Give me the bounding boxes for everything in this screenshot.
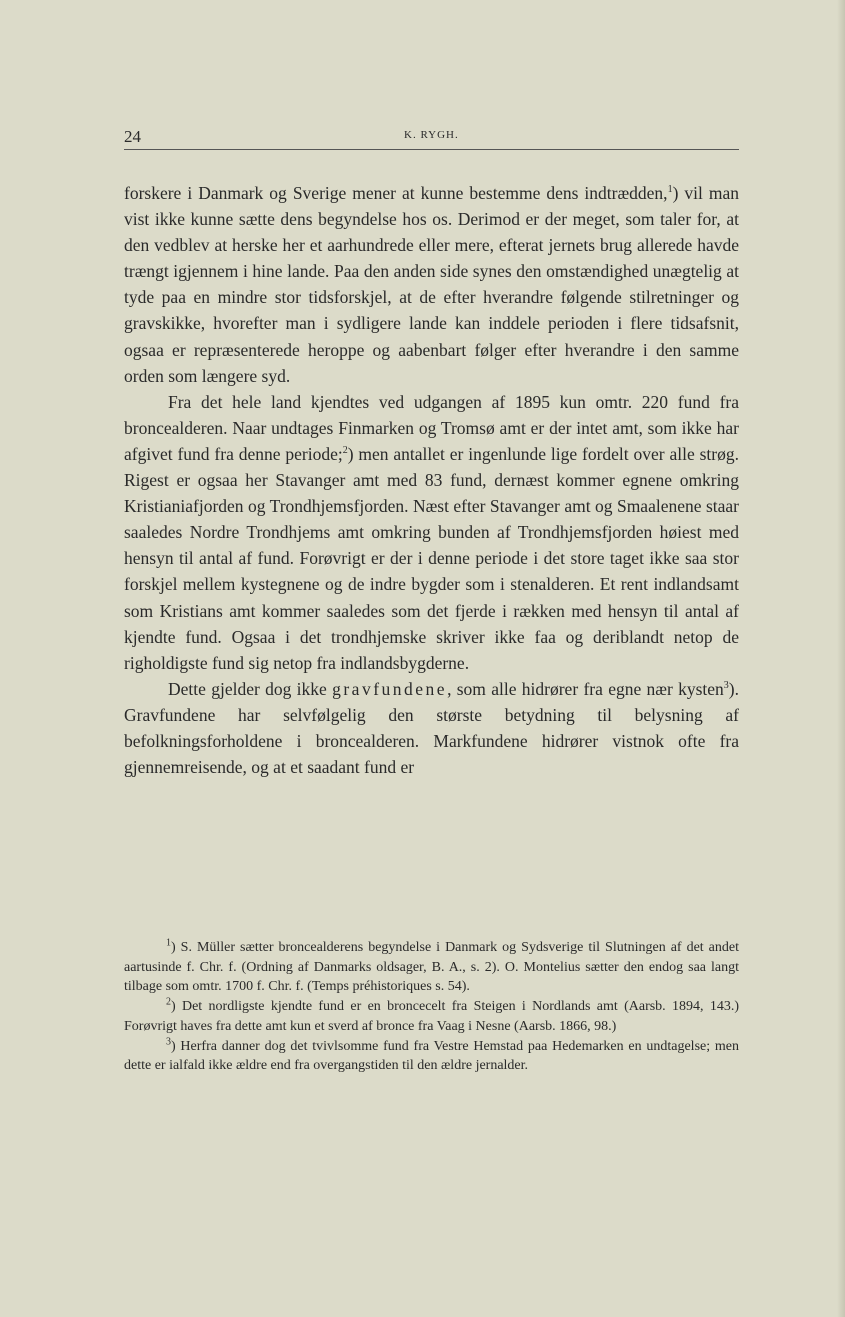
paragraph-2-text-b: ) men antallet er ingenlunde lige fordelt over alle strøg. Rigest er ogsaa her Stavanger amt med 83 fund, dernæst kommer egnene omkring Kristianiafjorden og Trondhjemsfjorden. Næst efter Stavanger amt og Smaalenene staar saaledes Nordre Trondhjems amt omkring bunden af Trondhjemsfjorden høiest med hensyn til antal af fund. Forøvrigt er der i denne periode i det store taget ikke saa stor forskjel mellem kystegnene og de indre bygder som i stenalderen. Et rent indlandsamt som Kristians amt kommer saaledes som det fjerde i rækken med hensyn til antal af kjendte fund. Ogsaa i det trondhjemske skriver ikke faa og deriblandt netop de righoldigste fund sig netop fra indlandsbygderne. bbox=[124, 443, 739, 673]
footnote-2-text: ) Det nordligste kjendte fund er en broncecelt fra Steigen i Nordlands amt (Aarsb. 1894, 143.) Forøvrigt haves fra dette amt kun et sverd af bronce fra Vaag i Nesne (Aarsb. 1866, 98.) bbox=[124, 999, 739, 1034]
footnote-3 bbox=[124, 1037, 739, 1076]
footnote-3-text: ) Herfra danner dog det tvivlsomme fund fra Vestre Hemstad paa Hedemarken en undtagelse; men dette er ialfald ikke ældre end fra overgangstiden til den ældre jernalder. bbox=[124, 1038, 739, 1074]
paragraph-3-text-b: , som alle hidrører fra egne nær kysten bbox=[447, 678, 724, 699]
footnote-ref-3: 3 bbox=[723, 679, 729, 691]
paragraph-2 bbox=[124, 389, 739, 676]
paragraph-3-text-a: Dette gjelder dog ikke bbox=[168, 678, 333, 699]
page-number: 24 bbox=[124, 127, 141, 146]
paragraph-3-emphasis: gravfundene bbox=[332, 678, 448, 699]
page-edge-shadow bbox=[837, 0, 845, 1317]
footnote-ref-1: 1 bbox=[667, 184, 673, 196]
paragraph-3-text-c: ). Gravfundene har selvfølgelig den største betydning til belysning af befolkningsforholdene i broncealderen. Markfundene hidrører vistnok ofte fra gjennemreisende, og at et saadant fund er bbox=[124, 678, 739, 778]
footnotes bbox=[124, 938, 739, 1076]
footnote-1 bbox=[124, 938, 739, 997]
paragraph-1-text-a: forskere i Danmark og Sverige mener at kunne bestemme dens indtrædden, bbox=[124, 183, 668, 203]
paragraph-2-text-a: Fra det hele land kjendtes ved udgangen af 1895 kun omtr. 220 fund fra broncealderen. Naar undtages Finmarken og Tromsø amt er der intet amt, som ikke har afgivet fund fra denne periode; bbox=[124, 391, 739, 464]
footnote-2-mark: 2 bbox=[166, 996, 171, 1008]
footnote-2 bbox=[124, 997, 739, 1036]
paragraph-1 bbox=[124, 180, 739, 389]
footnote-1-mark: 1 bbox=[166, 937, 171, 949]
running-title: K. RYGH. bbox=[404, 129, 459, 141]
footnote-3-mark: 3 bbox=[166, 1035, 171, 1047]
footnote-1-text: ) S. Müller sætter broncealderens begyndelse i Danmark og Sydsverige til Slutningen af det andet aartusinde f. Chr. f. (Ordning af Danmarks oldsager, B. A., s. 2). O. Montelius sætter den endog saa langt tilbage som omtr. 1700 f. Chr. f. (Temps préhistoriques s. 54). bbox=[124, 940, 739, 995]
paragraph-3 bbox=[124, 676, 739, 780]
paragraph-1-text-b: ) vil man vist ikke kunne sætte dens begyndelse hos os. Derimod er der meget, som taler for, at den vedblev at herske her et aarhundrede eller mere, efterat jernets brug allerede havde trængt igjennem i hine lande. Paa den anden side synes den omstændighed unægtelig at tyde paa en mindre stor tidsforskjel, at de efter hverandre følgende stilretninger og gravskikke, hvorefter man i sydligere lande kan inddele perioden i flere tidsafsnit, ogsaa er repræsenterede heroppe og aabenbart følger efter hverandre i den samme orden som længere syd. bbox=[124, 183, 739, 386]
footnote-ref-2: 2 bbox=[342, 445, 348, 457]
main-text bbox=[124, 180, 739, 780]
running-header bbox=[124, 125, 739, 150]
